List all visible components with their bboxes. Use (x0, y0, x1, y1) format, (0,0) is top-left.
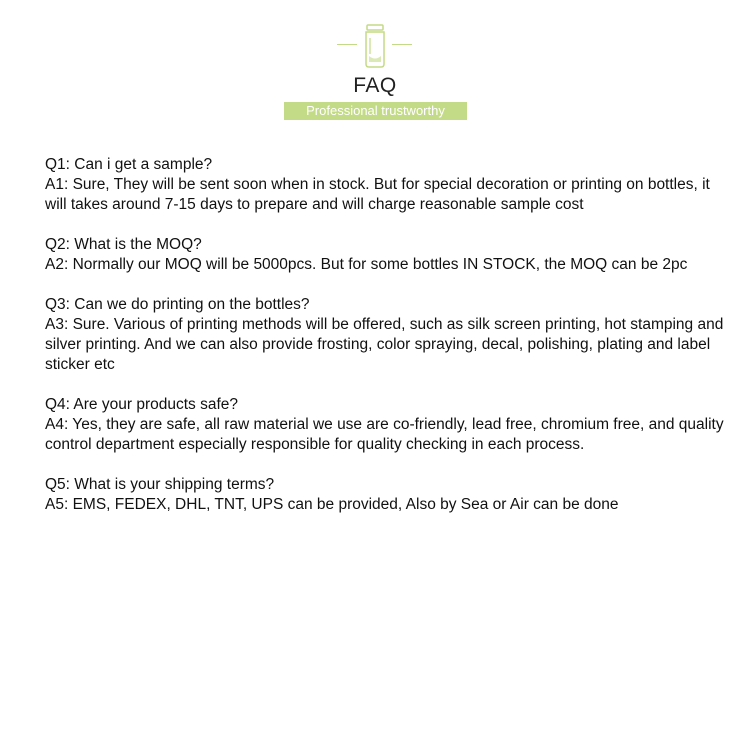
subtitle-banner: Professional trustworthy (284, 102, 467, 120)
faq-item-1 (45, 155, 735, 215)
faq-item-2 (45, 235, 735, 275)
faq-answer: A3: Sure. Various of printing methods will be offered, such as silk screen printing, hot stamping and silver printing. And we can also provide frosting, color spraying, decal, polishing, plating and label sticker etc (45, 316, 724, 373)
faq-question: Q5: What is your shipping terms? (45, 476, 275, 493)
faq-question: Q4: Are your products safe? (45, 396, 238, 413)
faq-answer: A2: Normally our MOQ will be 5000pcs. But for some bottles IN STOCK, the MOQ can be 2pc (45, 256, 688, 273)
right-divider-line (392, 44, 412, 45)
faq-question: Q1: Can i get a sample? (45, 156, 213, 173)
page-title: FAQ (353, 74, 397, 97)
faq-answer: A4: Yes, they are safe, all raw material we use are co-friendly, lead free, chromium free, and quality control department especially responsible for quality checking in each process. (45, 416, 724, 453)
faq-answer: A1: Sure, They will be sent soon when in stock. But for special decoration or printing on bottles, it will takes around 7-15 days to prepare and will charge reasonable sample cost (45, 176, 710, 213)
faq-item-4 (45, 395, 735, 455)
faq-header (0, 0, 750, 125)
faq-question: Q2: What is the MOQ? (45, 236, 202, 253)
left-divider-line (337, 44, 357, 45)
faq-answer: A5: EMS, FEDEX, DHL, TNT, UPS can be provided, Also by Sea or Air can be done (45, 496, 619, 513)
bottle-icon (361, 24, 389, 68)
faq-question: Q3: Can we do printing on the bottles? (45, 296, 310, 313)
faq-list (45, 155, 735, 535)
faq-item-5 (45, 475, 735, 515)
faq-item-3 (45, 295, 735, 375)
header-icon-row (0, 24, 750, 68)
